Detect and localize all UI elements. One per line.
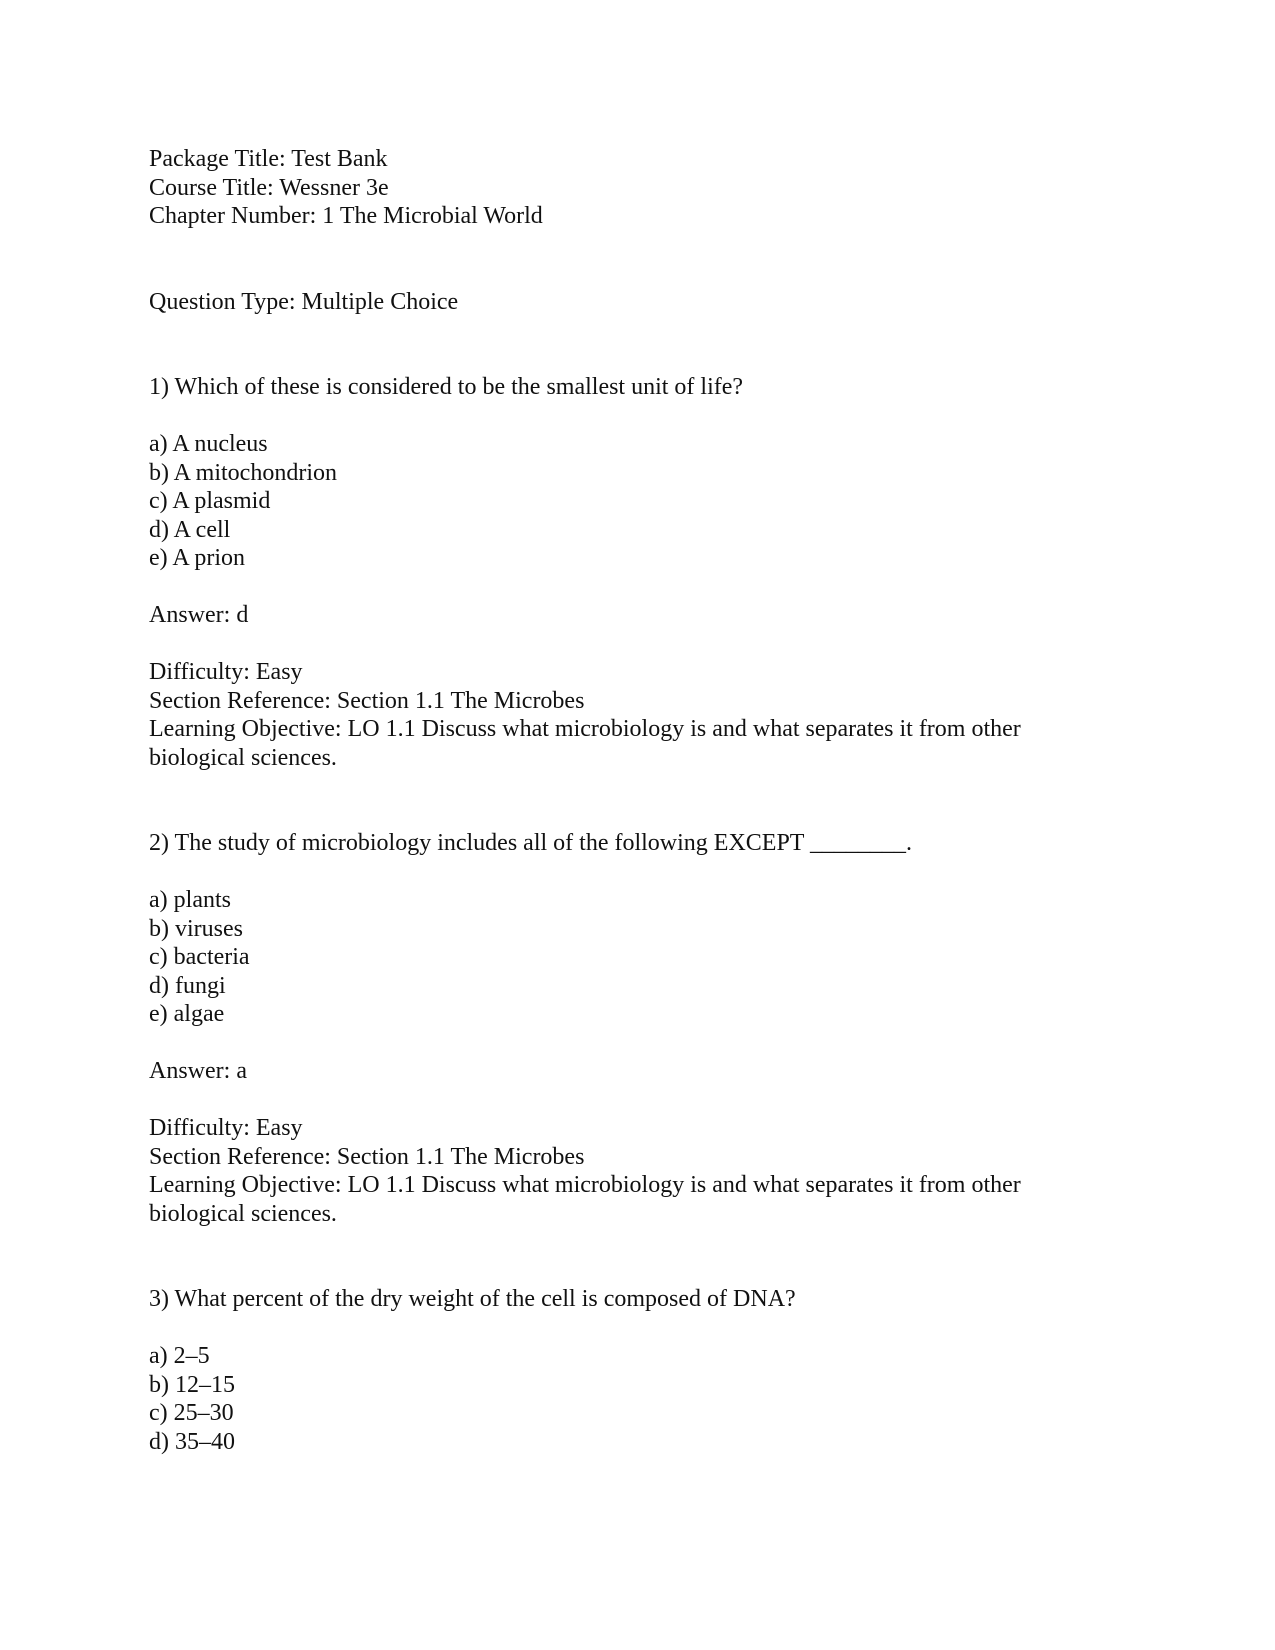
question-prompt: 1) Which of these is considered to be the smallest unit of life? [149, 374, 744, 400]
course-title: Course Title: Wessner 3e [149, 174, 389, 201]
option-item: d) fungi [149, 972, 226, 999]
option-item: a) A nucleus [149, 431, 268, 457]
options-list [149, 1342, 1149, 1456]
option-item: d) A cell [149, 516, 231, 543]
difficulty: Difficulty: Easy [149, 1115, 303, 1141]
question-block [149, 1285, 1149, 1456]
section-reference: Section Reference: Section 1.1 The Microbes [149, 1143, 585, 1170]
learning-objective: Learning Objective: LO 1.1 Discuss what microbiology is and what separates it from other biological sciences. [149, 716, 1027, 771]
option-item: d) 35–40 [149, 1428, 235, 1455]
option-item: a) plants [149, 887, 231, 913]
question-type: Question Type: Multiple Choice [149, 288, 459, 315]
option-item: b) viruses [149, 915, 243, 942]
document-page [149, 145, 1149, 1456]
learning-objective: Learning Objective: LO 1.1 Discuss what microbiology is and what separates it from other biological sciences. [149, 1172, 1027, 1227]
question-block [149, 829, 1149, 1228]
answer: Answer: a [149, 1058, 247, 1084]
option-item: b) A mitochondrion [149, 459, 337, 486]
question-prompt: 3) What percent of the dry weight of the cell is composed of DNA? [149, 1286, 796, 1312]
section-reference: Section Reference: Section 1.1 The Microbes [149, 687, 585, 714]
question-prompt: 2) The study of microbiology includes all of the following EXCEPT ________. [149, 830, 913, 856]
document-header [149, 145, 1149, 231]
option-item: c) 25–30 [149, 1400, 234, 1426]
package-title: Package Title: Test Bank [149, 146, 388, 172]
option-item: e) algae [149, 1001, 225, 1027]
answer: Answer: d [149, 602, 249, 628]
options-list [149, 430, 1149, 573]
options-list [149, 886, 1149, 1029]
option-item: a) 2–5 [149, 1343, 210, 1369]
question-block [149, 373, 1149, 772]
chapter-number: Chapter Number: 1 The Microbial World [149, 203, 543, 229]
option-item: c) bacteria [149, 944, 250, 970]
option-item: e) A prion [149, 545, 245, 571]
option-item: b) 12–15 [149, 1371, 235, 1398]
option-item: c) A plasmid [149, 488, 271, 514]
difficulty: Difficulty: Easy [149, 659, 303, 685]
